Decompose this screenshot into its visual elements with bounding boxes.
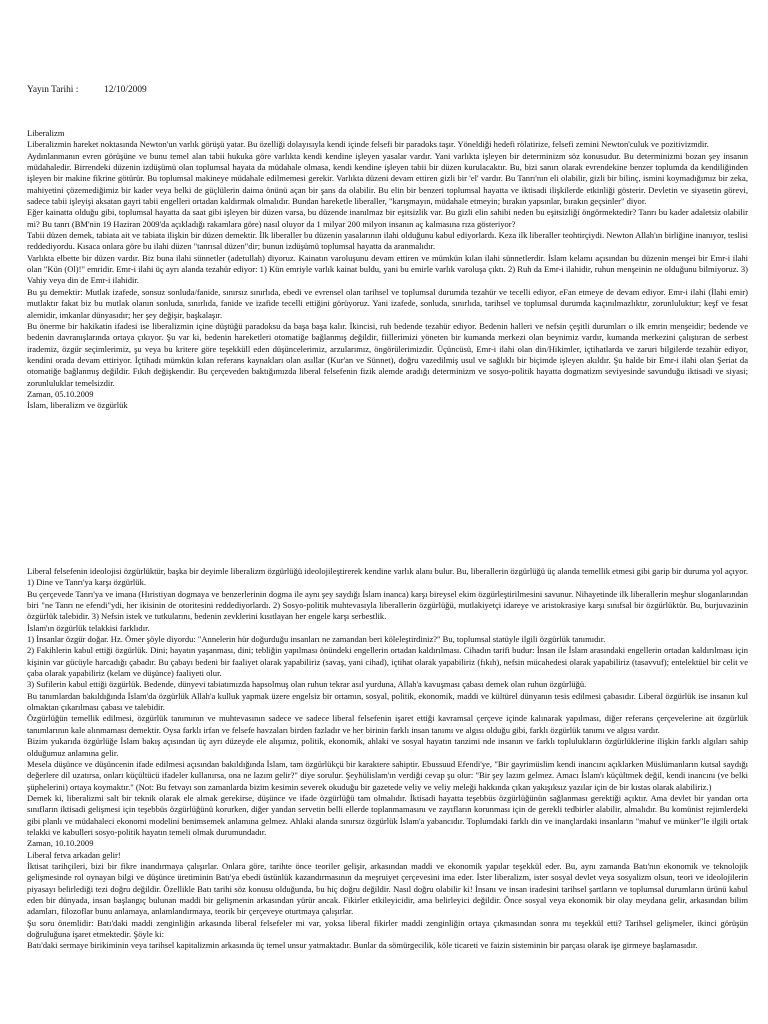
paragraph: Eğer kainatta olduğu gibi, toplumsal hayatta da saat gibi işleyen bir düzen varsa, bu düzende inanılmaz bir eşitsizlik var. Bu gizli elin sahibi neden bu eşitsizliği öngörmektedir? Tanrı bu kader adaletsiz olabilir mi? Bu tanrı (BM'nin 19 Haziran 2009'da açıkladığı rakamlara göre) nasıl oluyor da 1 milyar 200 milyon insanın aç kalmasına rıza gösteriyor? [27, 207, 748, 229]
paragraph: Aydınlanmanın evren görüşüne ve bunu temel alan tabii hukuka göre varlıkta kendi kendine işleyen yasalar vardır. Yani varlıkta işleyen bir determinizm söz konusudur. Bu determinizmi bozan şey insanın müdahaledir. Birrendeki düzenin izdüşümü olan toplumsal hayata da müdahale olmasa, kendi kendine işleyen tabii bir düzen kurulacaktır. Bu, bizi sanırı olarak evrendekine benzer toplumda da kendiliğinden işleyen bir makine fikrine götürür. Bu toplumsal makineye müdahale edilmemesi gerekir. Varlıkta düzeni devam ettiren gizli bir 'el' vardır. Bu Tanrı'nın eli olabilir, gizli bir bilinç, ismini koymadığımız bir zeka, mahiyetini çözemediğimiz bir kader veya belki de güçlülerin daima önünü açan bir şans da olabilir. Bu elin bir benzeri toplumsal hayatta ve iktisadi ilişkilerde etkinliği gösterir. Devletin ve siyasetin görevi, sadece tabii işleyişi aksatan gayri tabii engelleri ortadan kaldırmak olmalıdır. Bundan hareketle liberaller, "karışmayın, müdahale etmeyin; bırakın yapsınlar, bırakın geçsinler" diyor. [27, 150, 748, 207]
paragraph: Şu soru önemlidir: Batı'daki maddi zenginliğin arkasında liberal felsefeler mi var, yoksa liberal fikirler maddi zenginliğin ortaya çıkmasından sonra mı teşekkül etti? Tarihsel gelişmeler, ikinci görüşün doğruluğuna işaret etmektedir. Şöyle ki: [27, 917, 748, 939]
paragraph: İktisat tarihçileri, bizi bir fikre inandırmaya çalışırlar. Onlara göre, tarihte önce teoriler gelişir, arkasından maddi ve ekonomik yapılar teşekkül eder. Bu, aynı zamanda Batı'nın ekonomik ve teknolojik gelişmesinde rol oynayan bilgi ve düşünce üretiminin Batı'ya ebedi üstünlük kazandırmasının da meşruiyet çerçevesini ima eder. İster liberalizm, ister sosyal devlet veya sosyalizm olsun, teori ve ideolojilerin piyasayı belirlediği tezi doğru değildir. Özellikle Batı tarihi söz konusu olduğunda, bu hiç doğru değildir. Nasıl doğru olabilir ki! İnsanı ve insan iradesini tarihsel şartların ve toplumsal durumların ürünü kabul eden bir dünyada, insan başlangıç bulunan maddi bir gelişmenin arkasından yürür ancak. Fikirler etkileyicidir, ama belirleyici değildir. Önce sosyal veya ekonomik bir olay meydana gelir, arkasından bilim adamları, filozoflar bunu anlamaya, anlamlandırmaya, teorik bir çerçeveye oturtmaya çalışırlar. [27, 860, 748, 917]
paragraph: Bu çerçevede Tanrı'ya ve imana (Hıristiyan dogmaya ve benzerlerinin dogma ile aynı şey saydığı İslam inanca) karşı bireysel ekim özgürleştirilmesini savunur. Nihayetinde ilk liberallerin meşhur sloganlarından biri "ne Tanrı ne efendi"ydi, her ikisinin de otoritesini reddediyorlardı. 2) Sosyo-politik muhtevasıyla liberallerin özgürlüğü, mutlakiyetçi idareye ve aristokrasiye karşı sınıfsal bir özgürlüktür. Bu, burjuvazinin özgürlük talebidir. 3) Nefsin istek ve tutkularını, bedenin zevklerini kısıtlayan her engele karşı serbestlik. [27, 588, 748, 622]
paragraph: 1) İnsanlar özgür doğar. Hz. Ömer şöyle diyordu: "Annelerin hür doğurduğu insanları ne zamandan beri köleleştirdiniz?" Bu, toplumsal statüyle ilgili özgürlük tanımıdır. [27, 634, 606, 645]
paragraph: Demek ki, liberalizmi salt bir teknik olarak ele almak gerekirse, düşünce ve ifade özgürlüğü tam olmalıdır. İktisadi hayatta teşebbüs özgürlüğünün sağlanması gerektiği açıktır. Ama devlet bir yandan orta sınıfların iktisadi gelişmesi için teşebbüs özgürlüğünü korurken, diğer yandan servetin belli ellerde toplanmamasını ve zayıfların korunması için de gerekli tedbirler alabilir, almalıdır. Bu komünist rejimlerdeki gibi planlı ve müdahaleci ekonomi modelini benimsemek anlamına gelmez. Ahlaki alanda sınırsız özgürlük İslam'a yabancıdır. Toplumdaki farklı din ve inançlardaki insanların "mahuf ve münker"le ilgili ortak telakki ve kabulleri sosyo-politik hayatın temeli olmak durumundadır. [27, 792, 748, 837]
paragraph: Varlıkta elbette bir düzen vardır. Biz buna ilahi sünnetler (adetullah) diyoruz. Kainatın varoluşunu devam ettiren ve mümkün kılan ilahi sünnetlerdir. İslam kelamı açısından bu düzenin menşei bir Emr-i ilahi olan "Kün (Ol)!" emridir. Emr-i ilahi üç ayrı alanda tezahür ediyor: 1) Kün emriyle varlık kainat buldu, yani bu emirle varlık varoluşa çıktı. 2) Ruh da Emr-i ilahidir, ruhun menşeinin ne olduğunu bilmiyoruz. 3) Vahiy veya din de Emr-i ilahidir. [27, 252, 748, 286]
section-title: Liberalizm [27, 128, 65, 138]
source-line: Zaman, 10.10.2009 [27, 838, 94, 849]
paragraph: 2) Fakihlerin kabul ettiği özgürlük. Dini; hayatın yaşanması, dini; tebliğin yapılması önündeki engellerin ortadan kaldırılması. Cihadın tarifi budur: İnsan ile İslam arasındaki engellerin ortadan kaldırılması için kişinin var gücüyle harcadığı çabadır. Bu çabayı bedeni bir faaliyet olarak yapabiliriz (savaş, yani cihad), içtihat olarak yapabiliriz (fıkıh), nefsin mücahedesi olarak yapabiliriz (tasavvuf); entelektüel bir celit ve çaba olarak yapabiliriz (kelam ve düşünce) faaliyeti olur. [27, 645, 748, 679]
paragraph: Bizim yukarıda özgürlüğe İslam bakış açısından üç ayrı düzeyde ele alışımız, politik, ekonomik, ahlaki ve sosyal hayatın tanzimi nde insanın ve farklı toplulukların özgürlüklerine ilişkin farklı algıları sahip olduğumuz anlamına gelir. [27, 736, 748, 758]
section-title: İslam, liberalizm ve özgürlük [27, 400, 128, 411]
paragraph: Bu şu demektir: Mutlak izafede, sonsuz sonluda/fanide, sınırsız sınırlıda, ebedi ve evrensel olan tarihsel ve toplumsal durumda tezahür ve tecelli ediyor, eFan etmeye de devam ediyor. Emr-i ilahi (İlahi emir) mutlaktır fakat biz bu mutlak olanın sonluda, sınırlıda, fanide ve izafide tecelli ettiğini görüyoruz. Yani izafede, sonluda, sınırlıda, tarihsel ve toplumsal durumda kaçınılmazlıktır, zorunluluktur; keşf ve fesat alemidir, imkanlar dünyasıdır; her şey değişir, başkalaşır. [27, 286, 748, 320]
paragraph: Batı'daki sermaye birikiminin veya tarihsel kapitalizmin arkasında üç temel unsur yatmaktadır. Bunlar da sömürgecilik, köle ticareti ve faizin sisteminin bir parçası olarak işe girmeye başlamasıdır. [27, 940, 698, 951]
section-title: Liberal fetva arkadan gelir! [27, 849, 121, 860]
paragraph: Bu önerme bir hakikatin ifadesi ise liberalizmin içine düştüğü paradoksu da başa başa kalır. İkincisi, ruh bedende tezahür ediyor. Bedenin halleri ve nefsin çeşitli durumları o ilk emrin menşeidir; bedende ve bedenin davranışlarında ortaya çıkıyor. Şu var ki, bedenin hareketleri otomatiğe bağlanmış değildir, fiillerimizi yöneten bir kumanda merkezi olan beynimiz vardır, kumanda merkezini çalıştıran de serbest irademiz, özgür seçimlerimiz, şu veya bu kritere göre teşekküll eden düşüncelerimiz, arzularımız, öngörülerimizdir. Üçüncüsü, Emr-i ilahi olan din/Hikimler, içtihatlarda ve zaruri bilgilerde tezahür ediyor, kendini orada devam ettiriyor. İçtihadı mümkün kılan referans kaynakları olan asıllar (Kur'an ve Sünnet), doğru vazedilmiş usul ve sağlıklı bir biçimde işleyen akıldır. Şu halde bir Emr-i ilahi olan Şeriat da otomatiğe bağlanmış değildir. Fıkıh değişkendir. Bu çerçeveden baktığımızda liberal felsefenin fizik alemde aradığı determinizm ve sosyo-politik hayatta dogmatizm seviyesinde savunduğu iktisadi ve siyasi; zorunluluklar temelsizdir. [27, 320, 748, 388]
paragraph: Tabii düzen demek, tabiata ait ve tabiata ilişkin bir düzen demektir. İlk liberaller bu düzenin yasalarının ilahi olduğunu kabul ediyorlardı. Keza ilk liberaller teohtirçiydi. Newton Allah'ın birliğine inanıyor, teslisi reddediyordu. Kısaca onlara göre bu ilahi düzen "tanrısal düzen"dir; bunun izdüşümü toplumsal hayatta da aranmalıdır. [27, 230, 748, 252]
publish-date-label: Yayın Tarihi : [27, 85, 79, 95]
publish-date-line [27, 84, 147, 96]
publish-date-value: 12/10/2009 [104, 85, 147, 95]
paragraph: 3) Sufilerin kabul ettiği özgürlük. Bedende, dünyevi tabiatımızda hapsolmuş olan ruhun tekrar asıl yurduna, Allah'a kavuşması çabası demek olan ruhun özgürlüğü. [27, 679, 587, 690]
paragraph: Liberal felsefenin ideolojisi özgürlüktür, başka bir deyimle liberalizm özgürlüğü ideolojileştirerek kendine varlık alanı bulur. Bu, liberallerin özgürlüğü üç alanda temellik etmesi gibi garip bir duruma yol açıyor. 1) Dine ve Tanrı'ya karşı özgürlük. [27, 566, 748, 588]
paragraph: Bu tanımlardan bakıldığında İslam'da özgürlük Allah'a kulluk yapmak üzere engelsiz bir ortamın, sosyal, politik, ekonomik, maddi ve kültürel dünyanın tesis edilmesi çabasıdır. Liberal özgürlük ise insanın kul olmaktan çıkarılması çabası ve talebidir. [27, 690, 748, 713]
paragraph: Liberalizmin hareket noktasında Newton'un varlık görüşü yatar. Bu özelliği dolayısıyla kendi içinde felsefi bir paradoks taşır. Yöneldiği hedefi rölatirize, felsefi zemini Newton'culuk ve pozitivizmdir. [27, 139, 709, 150]
source-line: Zaman, 05.10.2009 [27, 388, 94, 399]
article-block-1 [27, 128, 748, 412]
paragraph: Mesela düşünce ve düşüncenin ifade edilmesi açısından bakıldığında İslam, tam özgürlükçü bir karaktere sahiptir. Ebussuud Efendi'ye, "Bir gayrimüslim kendi inancını açıklarken Müslümanların kutsal saydığı değerlere dil uzatırsa, onları küçültücü ifadeler kullanırsa, ona ne lazım gelir?" diye sorulur. Şeyhülislam'ın verdiği cevap şu olur: "Bir şey lazım gelmez. Amacı İslam'ı küçültmek değil, kendi inancını (ve belki şüphelerini) ortaya koymaktır." (Not: Bu fetvayı son zamanlarda bizim kesimin severek okuduğu bir gazetede veliy ve veliy meleği hakkında çıkan yakışıksız yazılar için de bir kıstas olarak alabiliriz.) [27, 758, 748, 792]
article-block-2 [27, 566, 748, 952]
paragraph: Özgürlüğün temellik edilmesi, özgürlük tanımının ve muhtevasının sadece ve sadece liberal felsefenin işaret ettiği kavramsal çerçeve içinde kalınarak yapılması, diğer referans çerçevelerine ait özgürlük tanımlarının kale alınmaması demektir. Oysa farklı irfan ve felsefe havzaları birden fazladır ve her birinin farklı insan tanımı ve algısı olduğu gibi, farklı özgürlük tanımı ve algısı vardır. [27, 713, 748, 735]
paragraph: İslam'ın özgürlük telakkisi farklıdır. [27, 622, 150, 633]
